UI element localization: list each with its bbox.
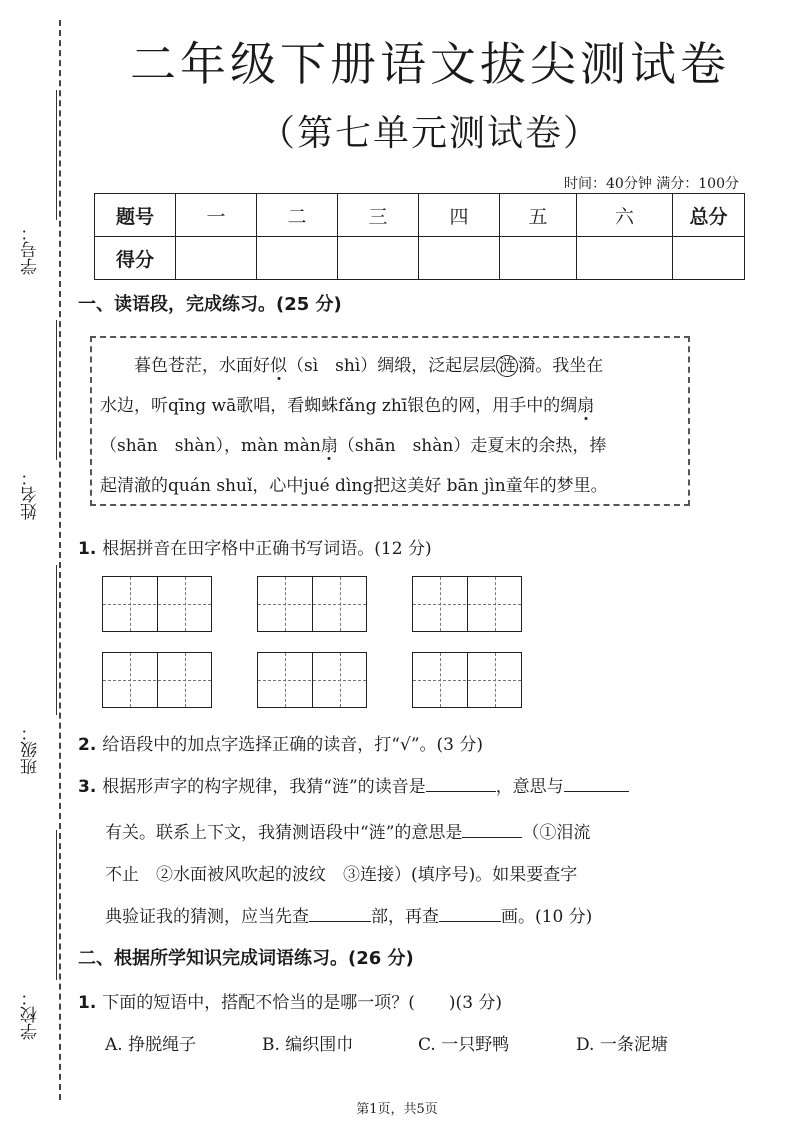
exam-subtitle: （第七单元测试卷） (258, 113, 601, 154)
question-text: 根据拼音在田字格中正确书写词语。(12 分) (102, 539, 432, 559)
class-line[interactable] (56, 565, 57, 715)
passage-text: （shān shàn）走夏末的余热，捧 (337, 436, 607, 456)
question-text: 部，再查 (371, 907, 439, 927)
question-1-3-line4 (105, 902, 592, 927)
score-row-label: 得分 (95, 237, 176, 280)
score-header-cell: 题号 (95, 194, 176, 237)
name-field (18, 320, 58, 520)
student-id-field (18, 90, 58, 280)
question-2-1 (78, 988, 502, 1013)
question-text: 给语段中的加点字选择正确的读音，打“√”。(3 分) (102, 735, 483, 755)
question-1-2 (78, 730, 483, 755)
score-header-cell: 四 (419, 194, 500, 237)
name-line[interactable] (56, 320, 57, 460)
answer-blank[interactable] (462, 821, 522, 838)
question-number: 1. (78, 539, 97, 559)
question-text: ，意思与 (495, 777, 564, 797)
score-cell[interactable] (257, 237, 338, 280)
class-label: 班级： (21, 724, 41, 776)
writing-grid[interactable] (412, 652, 522, 708)
question-number: 3. (78, 777, 97, 797)
binding-margin (0, 0, 70, 1123)
passage-text: 漪。我坐在 (518, 356, 604, 376)
writing-grid[interactable] (102, 652, 212, 708)
passage-line (92, 386, 688, 426)
score-cell[interactable] (338, 237, 419, 280)
question-text: 典验证我的猜测，应当先查 (105, 907, 309, 927)
circled-char: 涟 (496, 355, 518, 377)
name-label: 姓名： (21, 469, 41, 521)
score-header-cell: 二 (257, 194, 338, 237)
page-footer: 第1页，共5页 (356, 1102, 438, 1117)
score-cell[interactable] (500, 237, 577, 280)
section1-heading: 一、读语段，完成练习。(25 分) (78, 294, 342, 315)
writing-grid[interactable] (257, 576, 367, 632)
passage-line (92, 426, 688, 466)
question-1-3-line2 (105, 818, 590, 843)
answer-blank[interactable] (426, 775, 496, 792)
option-a[interactable]: A. 挣脱绳子 (105, 1035, 197, 1055)
dotted-char: 扇 (320, 436, 338, 456)
passage-text: （shān shàn），màn màn (100, 436, 321, 456)
dotted-char: 扇 (577, 396, 595, 416)
cut-line (59, 20, 61, 1100)
score-header-cell: 五 (500, 194, 577, 237)
school-line[interactable] (56, 830, 57, 980)
passage-line: 起清澈的quán shuǐ，心中jué dìng把这美好 bān jìn童年的梦里。 (100, 476, 608, 496)
reading-passage (90, 336, 690, 506)
score-table-score-row (95, 237, 745, 280)
passage-text: （sì shì）绸缎，泛起层层 (287, 356, 497, 376)
section2-heading: 二、根据所学知识完成词语练习。(26 分) (78, 948, 414, 969)
question-number: 1. (78, 993, 97, 1013)
question-text: 下面的短语中，搭配不恰当的是哪一项？( )(3 分) (102, 993, 503, 1013)
question-number: 2. (78, 735, 97, 755)
score-header-cell: 三 (338, 194, 419, 237)
answer-blank[interactable] (309, 905, 371, 922)
question-1-1 (78, 534, 432, 559)
question-text: 画。(10 分) (501, 907, 593, 927)
writing-grid[interactable] (257, 652, 367, 708)
question-1-3-line3: 不止 ②水面被风吹起的波纹 ③连接）(填序号)。如果要查字 (105, 865, 578, 885)
passage-text: 暮色苍茫，水面好 (134, 356, 270, 376)
question-1-3 (78, 772, 629, 797)
dotted-char: 似 (270, 356, 287, 376)
score-table (94, 193, 745, 280)
question-text: 有关。联系上下文，我猜测语段中“涟”的意思是 (105, 823, 463, 843)
score-cell[interactable] (176, 237, 257, 280)
question-text: 根据形声字的构字规律，我猜“涟”的读音是 (102, 777, 426, 797)
score-table-header-row (95, 194, 745, 237)
passage-line (92, 346, 688, 386)
writing-grid[interactable] (102, 576, 212, 632)
writing-grid[interactable] (412, 576, 522, 632)
score-cell[interactable] (673, 237, 745, 280)
school-label: 学校： (21, 989, 41, 1041)
student-id-label: 学号： (21, 224, 41, 276)
school-field (18, 830, 58, 1040)
exam-meta: 时间：40分钟 满分：100分 (564, 176, 739, 192)
answer-blank[interactable] (439, 905, 501, 922)
answer-blank[interactable] (564, 775, 629, 792)
option-c[interactable]: C. 一只野鸭 (418, 1035, 510, 1055)
option-d[interactable]: D. 一条泥塘 (576, 1035, 668, 1055)
score-header-cell: 六 (577, 194, 673, 237)
score-header-cell: 一 (176, 194, 257, 237)
student-id-line[interactable] (56, 90, 57, 220)
question-text: （①泪流 (522, 823, 591, 843)
class-field (18, 565, 58, 775)
score-header-cell: 总分 (673, 194, 745, 237)
passage-text: 水边，听qīng wā歌唱，看蜘蛛fǎng zhī银色的网，用手中的绸 (100, 396, 578, 416)
exam-title: 二年级下册语文拔尖测试卷 (130, 37, 730, 91)
option-b[interactable]: B. 编织围巾 (262, 1035, 354, 1055)
score-cell[interactable] (419, 237, 500, 280)
score-cell[interactable] (577, 237, 673, 280)
